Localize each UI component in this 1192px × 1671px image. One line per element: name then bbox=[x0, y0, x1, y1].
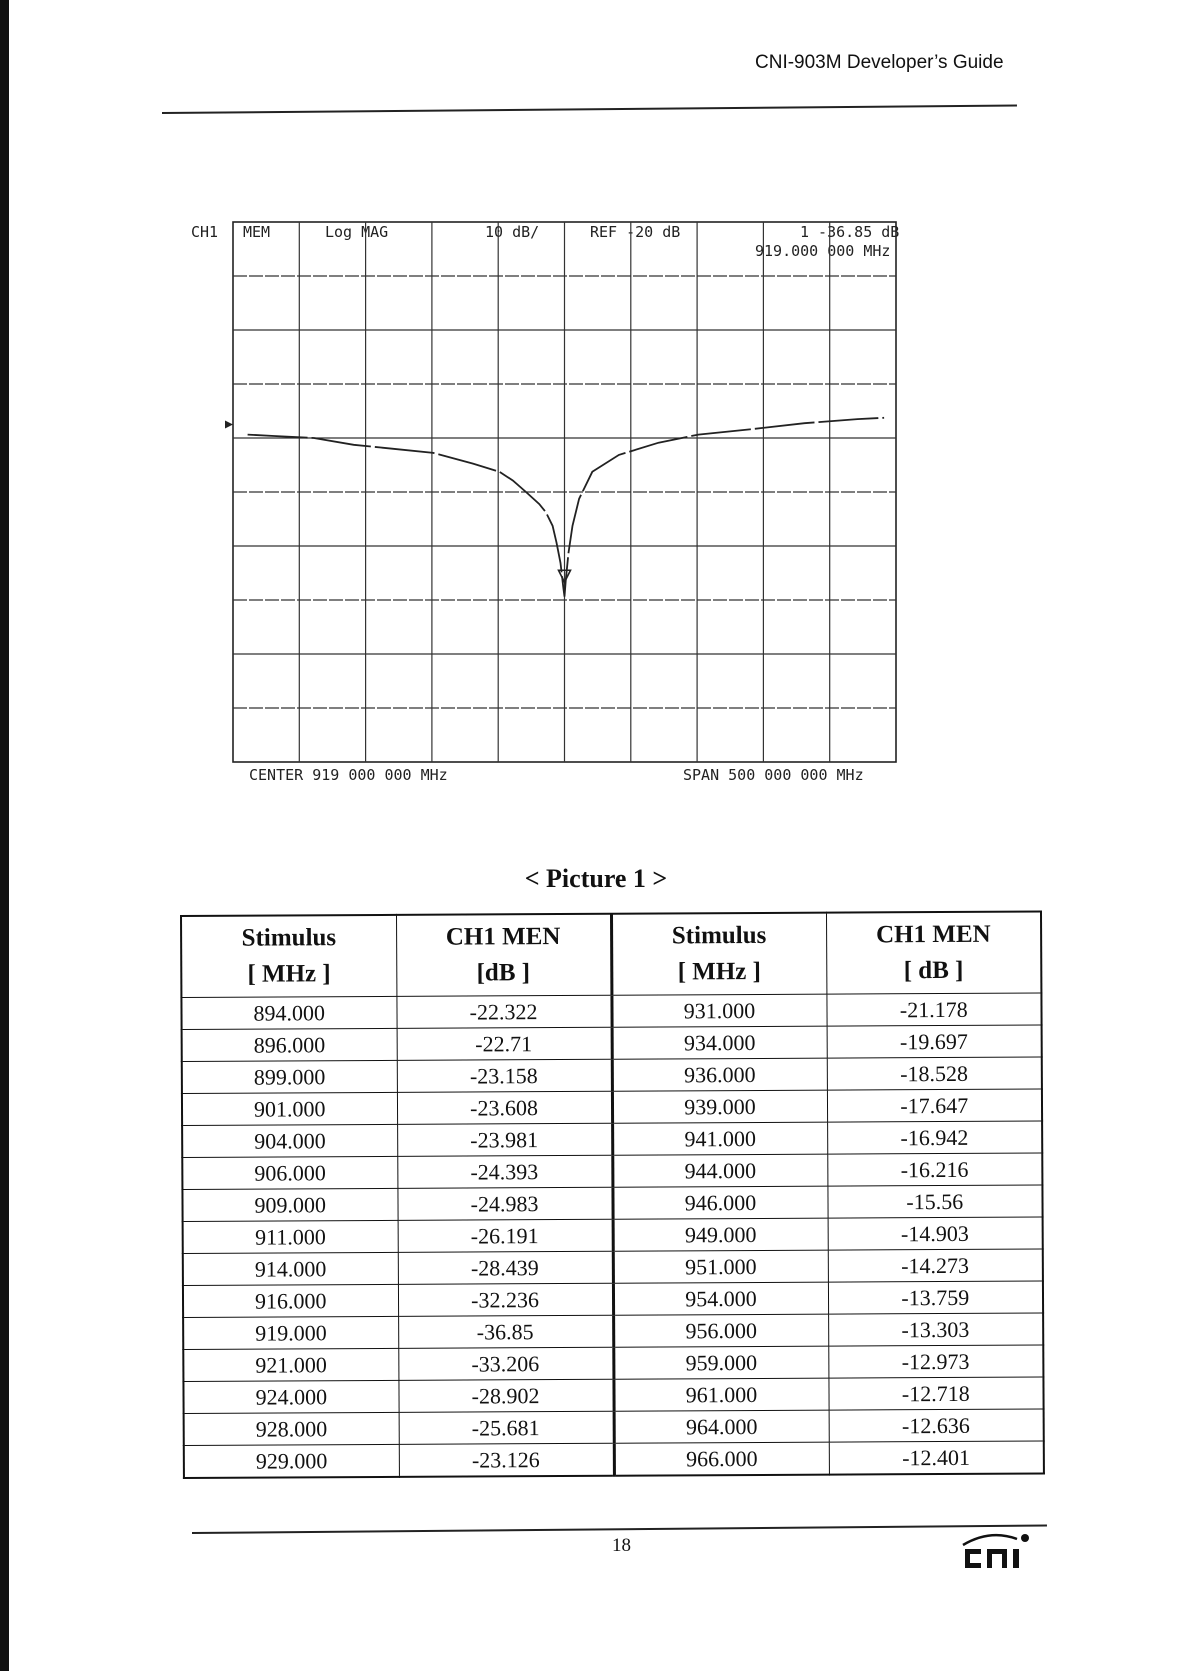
ch1-value-cell: -18.528 bbox=[827, 1057, 1042, 1090]
table-row bbox=[184, 1441, 1044, 1478]
stimulus-cell: 956.000 bbox=[613, 1314, 828, 1347]
measurement-table bbox=[180, 910, 1045, 1479]
footer-rule bbox=[192, 1525, 1047, 1534]
header-label-ch: CH1 bbox=[191, 223, 219, 241]
table-row bbox=[182, 1057, 1042, 1094]
stimulus-cell: 929.000 bbox=[184, 1444, 399, 1478]
table-header-row bbox=[181, 911, 1041, 997]
stimulus-cell: 928.000 bbox=[184, 1412, 399, 1445]
stimulus-cell: 949.000 bbox=[613, 1218, 828, 1251]
table-row bbox=[182, 1025, 1042, 1062]
ch1-value-cell: -28.439 bbox=[398, 1251, 613, 1284]
ch1-value-cell: -23.981 bbox=[397, 1123, 612, 1156]
stimulus-cell: 909.000 bbox=[182, 1188, 397, 1221]
ch1-value-cell: -15.56 bbox=[827, 1185, 1042, 1218]
table-row bbox=[181, 993, 1041, 1030]
ch1-value-cell: -16.942 bbox=[827, 1121, 1042, 1154]
stimulus-cell: 924.000 bbox=[183, 1380, 398, 1413]
ch1-value-cell: -19.697 bbox=[827, 1025, 1042, 1058]
header-label-marker-value: 1 -36.85 dB bbox=[800, 223, 900, 241]
ch1-value-cell: -36.85 bbox=[398, 1315, 613, 1348]
stimulus-cell: 919.000 bbox=[183, 1316, 398, 1349]
page-edge-bar bbox=[0, 0, 9, 1671]
ch1-value-cell: -25.681 bbox=[399, 1411, 614, 1444]
footer-center-label: CENTER 919 000 000 MHz bbox=[249, 766, 448, 784]
ch1-value-cell: -12.718 bbox=[828, 1377, 1043, 1410]
stimulus-cell: 914.000 bbox=[183, 1252, 398, 1285]
table-row bbox=[183, 1313, 1043, 1350]
col-header-ch1-1: CH1 MEN [dB ] bbox=[396, 914, 611, 997]
stimulus-cell: 899.000 bbox=[182, 1060, 397, 1093]
table-row bbox=[182, 1185, 1042, 1222]
ch1-value-cell: -33.206 bbox=[398, 1347, 613, 1380]
table-row bbox=[183, 1281, 1043, 1318]
ch1-value-cell: -24.983 bbox=[397, 1187, 612, 1220]
ch1-value-cell: -14.273 bbox=[828, 1249, 1043, 1282]
col-header-stimulus-2: Stimulus [ MHz ] bbox=[611, 913, 826, 996]
header-label-ref: REF -20 dB bbox=[590, 223, 681, 241]
header-label-mem: MEM bbox=[243, 223, 271, 241]
stimulus-cell: 966.000 bbox=[614, 1442, 829, 1476]
table-row bbox=[183, 1217, 1043, 1254]
table-row bbox=[183, 1249, 1043, 1286]
ch1-value-cell: -12.401 bbox=[829, 1441, 1044, 1475]
stimulus-cell: 911.000 bbox=[183, 1220, 398, 1253]
stimulus-cell: 894.000 bbox=[181, 996, 396, 1029]
ch1-value-cell: -28.902 bbox=[398, 1379, 613, 1412]
header-label-format: Log MAG bbox=[325, 223, 389, 241]
stimulus-cell: 954.000 bbox=[613, 1282, 828, 1315]
stimulus-cell: 931.000 bbox=[611, 994, 826, 1027]
ch1-value-cell: -23.608 bbox=[397, 1091, 612, 1124]
stimulus-cell: 896.000 bbox=[182, 1028, 397, 1061]
stimulus-cell: 901.000 bbox=[182, 1092, 397, 1125]
stimulus-cell: 936.000 bbox=[612, 1058, 827, 1091]
stimulus-cell: 939.000 bbox=[612, 1090, 827, 1123]
col-header-ch1-2: CH1 MEN [ dB ] bbox=[826, 911, 1041, 994]
ch1-value-cell: -23.158 bbox=[397, 1059, 612, 1092]
ch1-value-cell: -17.647 bbox=[827, 1089, 1042, 1122]
stimulus-cell: 941.000 bbox=[612, 1122, 827, 1155]
table-row bbox=[182, 1153, 1042, 1190]
ch1-value-cell: -12.973 bbox=[828, 1345, 1043, 1378]
plot-header bbox=[191, 223, 899, 784]
ch1-value-cell: -12.636 bbox=[829, 1409, 1044, 1442]
stimulus-cell: 921.000 bbox=[183, 1348, 398, 1381]
table-row bbox=[184, 1409, 1044, 1446]
table-row bbox=[182, 1121, 1042, 1158]
header-rule bbox=[162, 105, 1017, 114]
header-label-scale: 10 dB/ bbox=[485, 223, 540, 241]
stimulus-cell: 904.000 bbox=[182, 1124, 397, 1157]
ch1-value-cell: -21.178 bbox=[826, 993, 1041, 1026]
table-row bbox=[182, 1089, 1042, 1126]
figure-caption: < Picture 1 > bbox=[524, 864, 668, 893]
footer-span-label: SPAN 500 000 000 MHz bbox=[683, 766, 864, 784]
stimulus-cell: 951.000 bbox=[613, 1250, 828, 1283]
ch1-value-cell: -14.903 bbox=[828, 1217, 1043, 1250]
ch1-value-cell: -26.191 bbox=[398, 1219, 613, 1252]
header-title: CNI-903M Developer’s Guide bbox=[755, 52, 1004, 73]
ch1-value-cell: -22.322 bbox=[396, 995, 611, 1028]
cni-logo bbox=[955, 1525, 1035, 1575]
reference-level-arrow bbox=[225, 421, 233, 429]
stimulus-cell: 959.000 bbox=[613, 1346, 828, 1379]
ch1-value-cell: -22.71 bbox=[397, 1027, 612, 1060]
stimulus-cell: 916.000 bbox=[183, 1284, 398, 1317]
page-number: 18 bbox=[612, 1535, 631, 1556]
stimulus-cell: 964.000 bbox=[614, 1410, 829, 1443]
stimulus-cell: 934.000 bbox=[612, 1026, 827, 1059]
ch1-value-cell: -13.759 bbox=[828, 1281, 1043, 1314]
ch1-value-cell: -24.393 bbox=[397, 1155, 612, 1188]
plot-trace bbox=[248, 418, 885, 597]
ch1-value-cell: -23.126 bbox=[399, 1443, 614, 1477]
analyzer-plot bbox=[185, 180, 975, 820]
table-row bbox=[183, 1345, 1043, 1382]
stimulus-cell: 946.000 bbox=[612, 1186, 827, 1219]
table-row bbox=[183, 1377, 1043, 1414]
stimulus-cell: 906.000 bbox=[182, 1156, 397, 1189]
plot-grid bbox=[225, 222, 896, 762]
col-header-stimulus-1: Stimulus [ MHz ] bbox=[181, 915, 396, 998]
stimulus-cell: 961.000 bbox=[613, 1378, 828, 1411]
ch1-value-cell: -32.236 bbox=[398, 1283, 613, 1316]
stimulus-cell: 944.000 bbox=[612, 1154, 827, 1187]
marker-readout: 919.000 000 MHz bbox=[755, 242, 891, 260]
ch1-value-cell: -16.216 bbox=[827, 1153, 1042, 1186]
ch1-value-cell: -13.303 bbox=[828, 1313, 1043, 1346]
